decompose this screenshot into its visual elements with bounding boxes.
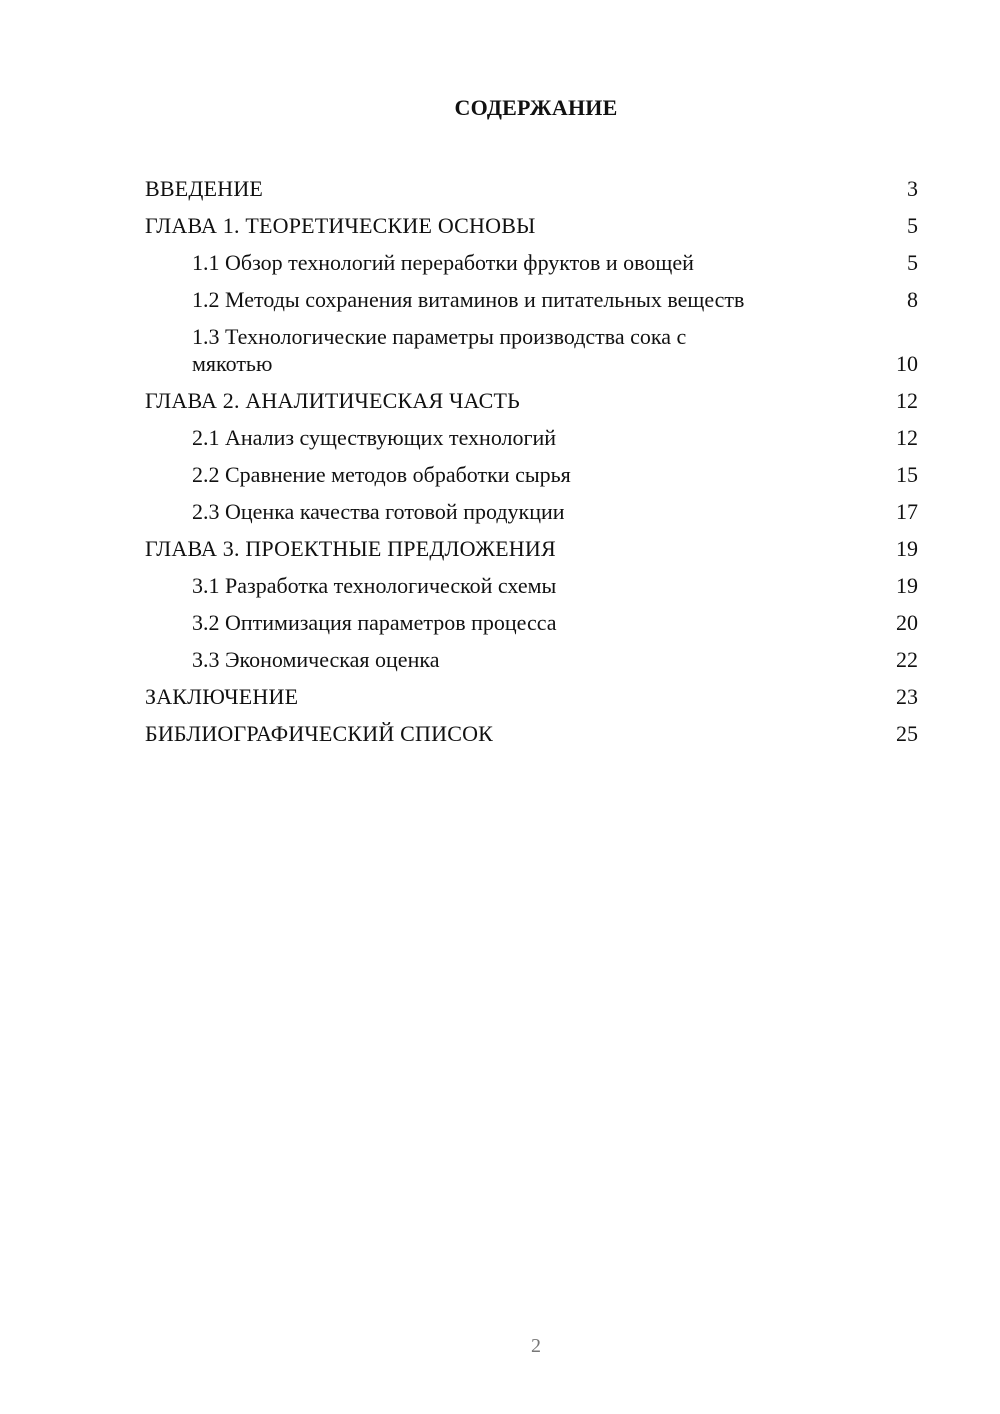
- toc-entry-chapter-2[interactable]: [145, 382, 918, 419]
- toc-entry-text: 1.1 Обзор технологий переработки фруктов и овощей: [192, 250, 694, 275]
- toc-entry-bibliography[interactable]: [145, 715, 918, 752]
- toc-entry-page: 19: [896, 536, 918, 561]
- toc-entry-page: 25: [896, 721, 918, 746]
- toc-entry-section-2-3[interactable]: [145, 493, 918, 530]
- toc-entry-page: 12: [896, 388, 918, 413]
- toc-entry-section-1-2[interactable]: [145, 281, 918, 318]
- toc-entry-introduction[interactable]: [145, 170, 918, 207]
- toc-entry-page: 12: [896, 425, 918, 450]
- table-of-contents: [145, 170, 918, 752]
- page-number: 2: [531, 1335, 541, 1357]
- toc-entry-page: 23: [896, 684, 918, 709]
- toc-entry-page: 8: [907, 287, 918, 312]
- toc-entry-section-1-1[interactable]: [145, 244, 918, 281]
- toc-entry-section-2-2[interactable]: [145, 456, 918, 493]
- toc-entry-text: 2.2 Сравнение методов обработки сырья: [192, 462, 571, 487]
- toc-entry-section-2-1[interactable]: [145, 419, 918, 456]
- toc-entry-page: 5: [907, 213, 918, 238]
- toc-entry-text: 1.2 Методы сохранения витаминов и питательных веществ: [192, 287, 745, 312]
- toc-entry-section-3-3[interactable]: [145, 641, 918, 678]
- toc-entry-page: 3: [907, 176, 918, 201]
- toc-entry-text: 1.3 Технологические параметры производства сока с мякотью: [192, 324, 687, 376]
- toc-entry-page: 20: [896, 610, 918, 635]
- toc-entry-chapter-1[interactable]: [145, 207, 918, 244]
- toc-entry-text: ВВЕДЕНИЕ: [145, 176, 264, 201]
- toc-entry-page: 19: [896, 573, 918, 598]
- toc-entry-text: 2.3 Оценка качества готовой продукции: [192, 499, 565, 524]
- toc-entry-text: ГЛАВА 2. АНАЛИТИЧЕСКАЯ ЧАСТЬ: [145, 388, 520, 413]
- toc-entry-text: 3.3 Экономическая оценка: [192, 647, 440, 672]
- toc-entry-text: БИБЛИОГРАФИЧЕСКИЙ СПИСОК: [145, 721, 494, 746]
- toc-entry-page: 22: [896, 647, 918, 672]
- toc-entry-chapter-3[interactable]: [145, 530, 918, 567]
- toc-entry-text: ЗАКЛЮЧЕНИЕ: [145, 684, 299, 709]
- toc-entry-text: 2.1 Анализ существующих технологий: [192, 425, 557, 450]
- toc-entry-text: ГЛАВА 1. ТЕОРЕТИЧЕСКИЕ ОСНОВЫ: [145, 213, 536, 238]
- toc-entry-page: 15: [896, 462, 918, 487]
- toc-entry-section-3-2[interactable]: [145, 604, 918, 641]
- toc-entry-page: 10: [896, 351, 918, 376]
- toc-entry-page: 5: [907, 250, 918, 275]
- toc-entry-text: 3.1 Разработка технологической схемы: [192, 573, 557, 598]
- toc-entry-section-3-1[interactable]: [145, 567, 918, 604]
- toc-entry-text: 3.2 Оптимизация параметров процесса: [192, 610, 557, 635]
- toc-entry-conclusion[interactable]: [145, 678, 918, 715]
- toc-entry-section-1-3[interactable]: [145, 318, 918, 382]
- toc-entry-text: ГЛАВА 3. ПРОЕКТНЫЕ ПРЕДЛОЖЕНИЯ: [145, 536, 556, 561]
- toc-entry-page: 17: [896, 499, 918, 524]
- page-title: СОДЕРЖАНИЕ: [454, 95, 618, 120]
